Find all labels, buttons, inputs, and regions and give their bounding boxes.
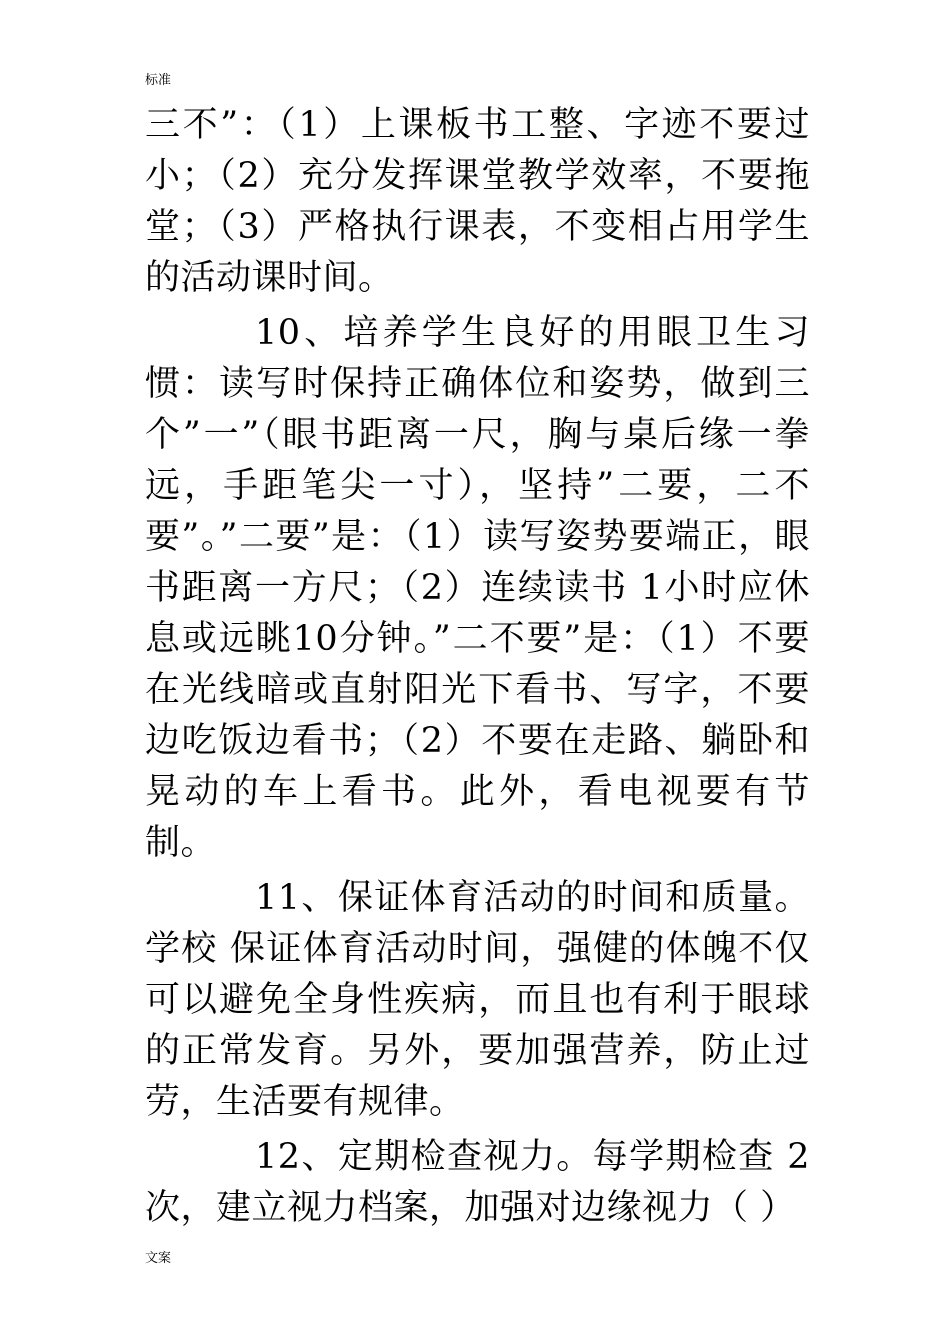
paragraph-item-10: 10、培养学生良好的用眼卫生习惯：读写时保持正确体位和姿势，做到三个”一”（眼书距离一尺，胸与桌后缘一拳远，手距笔尖一寸），坚持”二要，二不要”。”二要”是：（1）读写姿势要端正，眼书距离一方尺；（2）连续读书 1小时应休息或远眺10分钟。”二不要”是：（1）不要在光线暗或直射阳光下看书、写字，不要边吃饭边看书；（2）不要在走路、躺卧和晃动的车上看书。此外，看电视要有节制。	[145, 313, 810, 863]
page-header: 标准	[145, 73, 172, 88]
paragraph-item-11: 11、保证体育活动的时间和质量。学校 保证体育活动时间，强健的体魄不仅可以避免全身性疾病，而且也有利于眼球的正常发育。另外，要加强营养，防止过劳，生活要有规律。	[145, 878, 810, 1122]
paragraph-continuation: 三不”：（1）上课板书工整、字迹不要过小；（2）充分发挥课堂教学效率，不要拖堂；（3）严格执行课表，不变相占用学生的活动课时间。	[145, 105, 810, 298]
page-footer: 文案	[145, 1251, 172, 1266]
paragraph-item-12: 12、定期检查视力。每学期检查 2 次，建立视力档案，加强对边缘视力（ ）	[145, 1137, 810, 1228]
document-body	[145, 100, 810, 1234]
